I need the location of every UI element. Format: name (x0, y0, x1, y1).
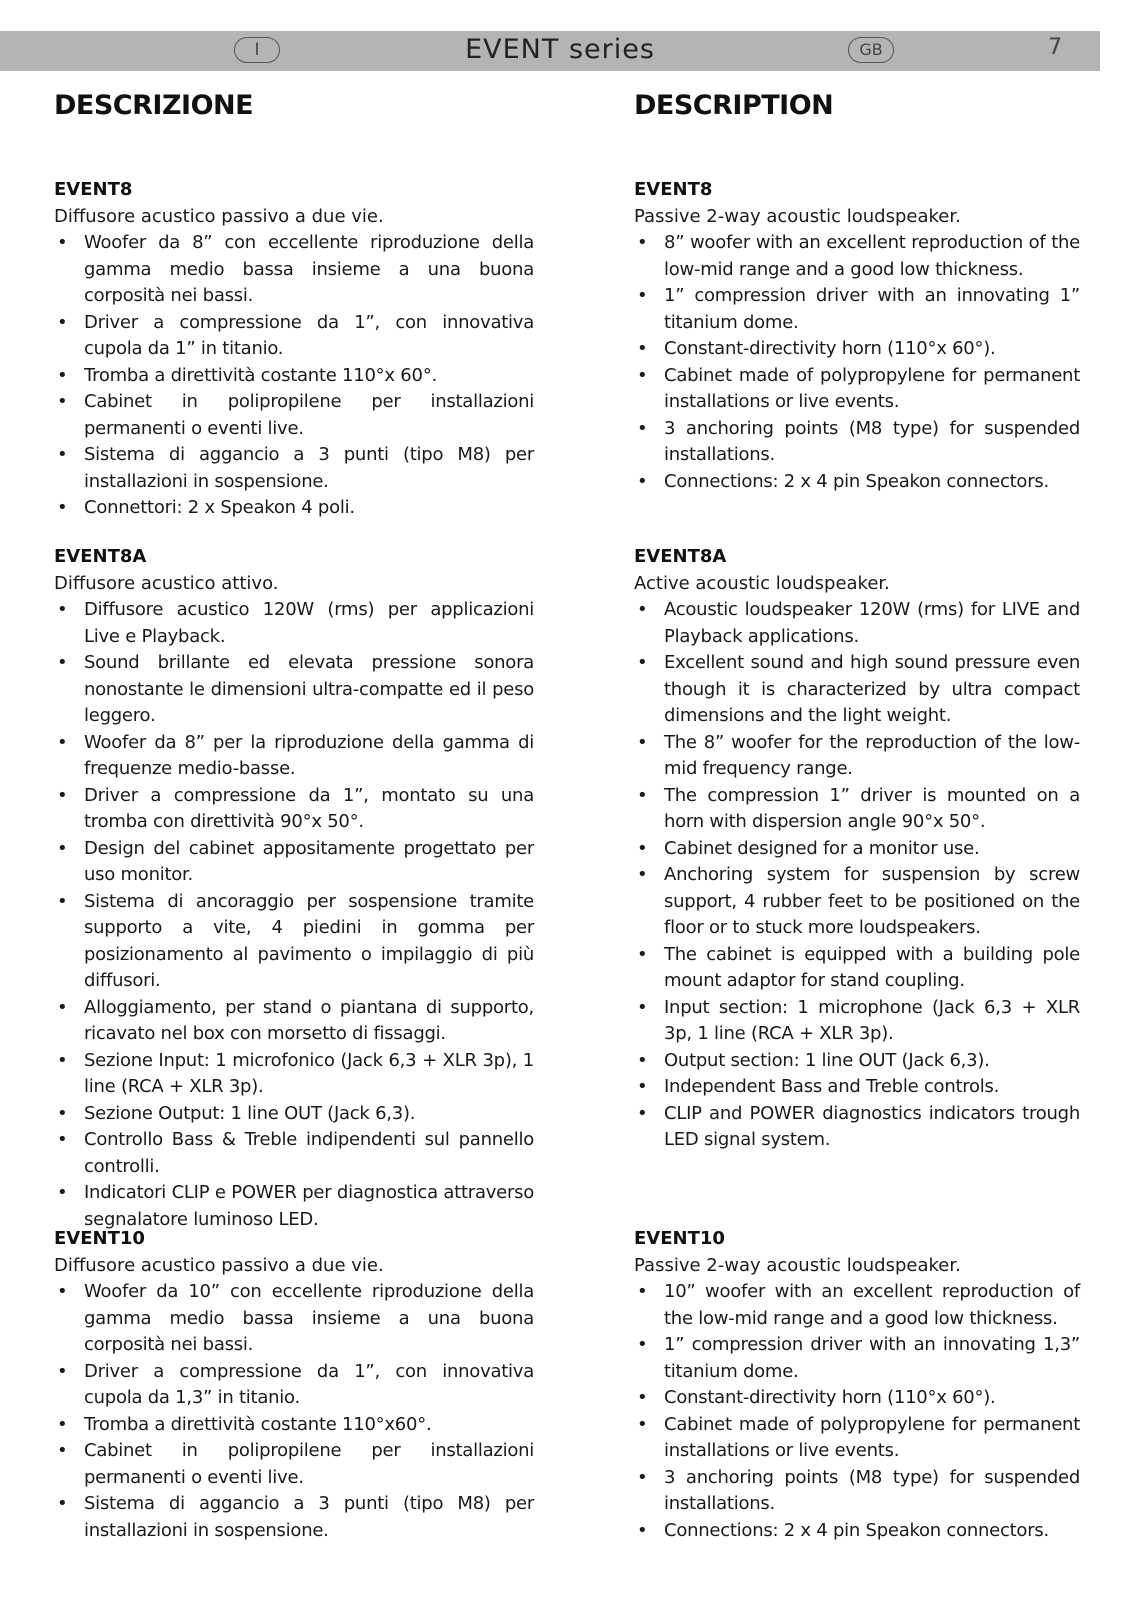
list-item: • Driver a compressione da 1”, con innovativa cupola da 1” in titanio. (54, 310, 534, 363)
list-item: • Connettori: 2 x Speakon 4 poli. (54, 495, 534, 522)
section-intro: Active acoustic loudspeaker. (634, 573, 890, 594)
list-item: • Constant-directivity horn (110°x 60°). (634, 1385, 1080, 1412)
section-title: EVENT10 (54, 1228, 145, 1249)
section-event10 (54, 1225, 534, 1544)
list-item: • 10” woofer with an excellent reproduction of the low-mid range and a good low thickness. (634, 1279, 1080, 1332)
list-item: • Design del cabinet appositamente progettato per uso monitor. (54, 836, 534, 889)
list-item: • 8” woofer with an excellent reproduction of the low-mid range and a good low thickness. (634, 230, 1080, 283)
section-intro: Diffusore acustico attivo. (54, 573, 279, 594)
list-item: • Diffusore acustico 120W (rms) per applicazioni Live e Playback. (54, 597, 534, 650)
section-intro: Passive 2-way acoustic loudspeaker. (634, 1255, 961, 1276)
column-english (634, 88, 1080, 1541)
list-item: • Output section: 1 line OUT (Jack 6,3). (634, 1048, 1080, 1075)
feature-list (634, 1279, 1080, 1544)
page-number: 7 (1048, 35, 1062, 60)
list-item: • 1” compression driver with an innovating 1” titanium dome. (634, 283, 1080, 336)
list-item: • The cabinet is equipped with a building pole mount adaptor for stand coupling. (634, 942, 1080, 995)
list-item: • Woofer da 8” per la riproduzione della gamma di frequenze medio-basse. (54, 730, 534, 783)
list-item: • The compression 1” driver is mounted on a horn with dispersion angle 90°x 50°. (634, 783, 1080, 836)
feature-list (634, 230, 1080, 495)
section-intro: Diffusore acustico passivo a due vie. (54, 1255, 384, 1276)
feature-list (54, 230, 534, 522)
header-bar (0, 31, 1100, 71)
list-item: • Sound brillante ed elevata pressione sonora nonostante le dimensioni ultra-compatte ed il peso leggero. (54, 650, 534, 730)
feature-list (54, 1279, 534, 1544)
section-event8a (54, 543, 534, 1233)
column-title: DESCRIZIONE (54, 90, 254, 121)
list-item: • 3 anchoring points (M8 type) for suspended installations. (634, 1465, 1080, 1518)
list-item: • Sistema di aggancio a 3 punti (tipo M8) per installazioni in sospensione. (54, 442, 534, 495)
series-title: EVENT series (465, 34, 655, 65)
list-item: • Connections: 2 x 4 pin Speakon connectors. (634, 469, 1080, 496)
column-italian (54, 88, 534, 1541)
section-intro: Diffusore acustico passivo a due vie. (54, 206, 384, 227)
feature-list (54, 597, 534, 1233)
list-item: • Sistema di ancoraggio per sospensione tramite supporto a vite, 4 piedini in gomma per posizionamento al pavimento o impilaggio di più diffusori. (54, 889, 534, 995)
list-item: • Tromba a direttività costante 110°x 60°. (54, 363, 534, 390)
list-item: • Sezione Input: 1 microfonico (Jack 6,3 + XLR 3p), 1 line (RCA + XLR 3p). (54, 1048, 534, 1101)
section-title: EVENT8A (634, 546, 727, 567)
list-item: • Acoustic loudspeaker 120W (rms) for LIVE and Playback applications. (634, 597, 1080, 650)
list-item: • Connections: 2 x 4 pin Speakon connectors. (634, 1518, 1080, 1545)
list-item: • Cabinet in polipropilene per installazioni permanenti o eventi live. (54, 389, 534, 442)
list-item: • Sistema di aggancio a 3 punti (tipo M8) per installazioni in sospensione. (54, 1491, 534, 1544)
section-event8a (634, 543, 1080, 1154)
section-event8 (634, 176, 1080, 495)
list-item: • Tromba a direttività costante 110°x60°. (54, 1412, 534, 1439)
list-item: • Cabinet in polipropilene per installazioni permanenti o eventi live. (54, 1438, 534, 1491)
list-item: • Alloggiamento, per stand o piantana di supporto, ricavato nel box con morsetto di fissaggi. (54, 995, 534, 1048)
list-item: • Cabinet designed for a monitor use. (634, 836, 1080, 863)
list-item: • Input section: 1 microphone (Jack 6,3 + XLR 3p, 1 line (RCA + XLR 3p). (634, 995, 1080, 1048)
column-title: DESCRIPTION (634, 90, 834, 121)
list-item: • Cabinet made of polypropylene for permanent installations or live events. (634, 1412, 1080, 1465)
list-item: • 1” compression driver with an innovating 1,3” titanium dome. (634, 1332, 1080, 1385)
list-item: • 3 anchoring points (M8 type) for suspended installations. (634, 416, 1080, 469)
feature-list (634, 597, 1080, 1154)
list-item: • The 8” woofer for the reproduction of the low-mid frequency range. (634, 730, 1080, 783)
section-title: EVENT8 (54, 179, 133, 200)
language-badge-english: GB (848, 37, 894, 63)
section-event10 (634, 1225, 1080, 1544)
language-badge-italian: I (234, 37, 280, 63)
list-item: • Excellent sound and high sound pressure even though it is characterized by ultra compact dimensions and the light weight. (634, 650, 1080, 730)
list-item: • Driver a compressione da 1”, montato su una tromba con direttività 90°x 50°. (54, 783, 534, 836)
list-item: • Woofer da 10” con eccellente riproduzione della gamma medio bassa insieme a una buona corposità nei bassi. (54, 1279, 534, 1359)
section-title: EVENT10 (634, 1228, 725, 1249)
list-item: • Sezione Output: 1 line OUT (Jack 6,3). (54, 1101, 534, 1128)
list-item: • Driver a compressione da 1”, con innovativa cupola da 1,3” in titanio. (54, 1359, 534, 1412)
section-intro: Passive 2-way acoustic loudspeaker. (634, 206, 961, 227)
list-item: • Constant-directivity horn (110°x 60°). (634, 336, 1080, 363)
section-event8 (54, 176, 534, 522)
list-item: • Anchoring system for suspension by screw support, 4 rubber feet to be positioned on the floor or to stuck more loudspeakers. (634, 862, 1080, 942)
list-item: • Controllo Bass & Treble indipendenti sul pannello controlli. (54, 1127, 534, 1180)
list-item: • CLIP and POWER diagnostics indicators trough LED signal system. (634, 1101, 1080, 1154)
list-item: • Woofer da 8” con eccellente riproduzione della gamma medio bassa insieme a una buona corposità nei bassi. (54, 230, 534, 310)
list-item: • Cabinet made of polypropylene for permanent installations or live events. (634, 363, 1080, 416)
section-title: EVENT8A (54, 546, 147, 567)
section-title: EVENT8 (634, 179, 713, 200)
list-item: • Independent Bass and Treble controls. (634, 1074, 1080, 1101)
list-item: • Indicatori CLIP e POWER per diagnostica attraverso segnalatore luminoso LED. (54, 1180, 534, 1233)
